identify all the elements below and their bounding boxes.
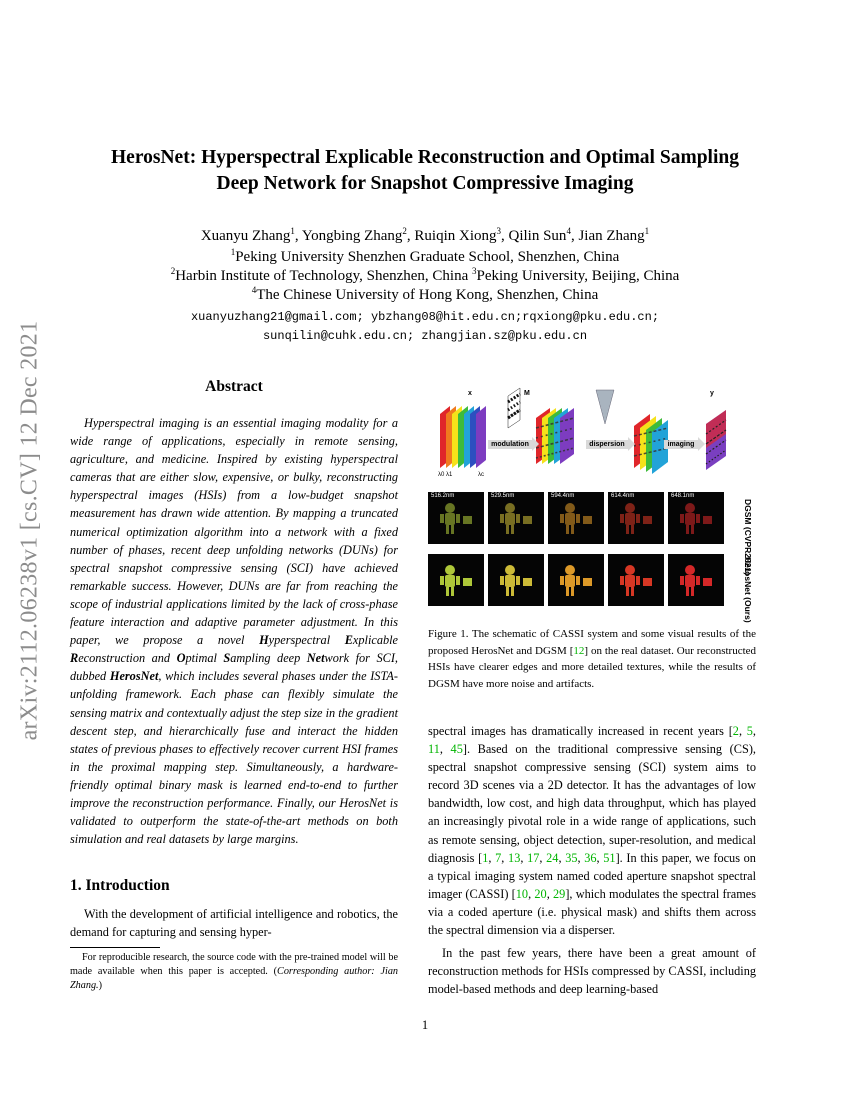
reconstruction-image	[428, 554, 484, 606]
reconstruction-image	[428, 492, 484, 544]
author-name: Xuanyu Zhang	[200, 228, 291, 244]
herosnet-result-panel	[608, 554, 664, 606]
paragraph-past-years: In the past few years, there have been a great amount of reconstruction methods for HSIs compressed by CASSI, including model-based methods and deep learning-based	[428, 946, 756, 997]
author-name: Jian Zhang	[578, 228, 645, 244]
herosnet-result-panel	[548, 554, 604, 606]
citation-link[interactable]: 7	[495, 850, 502, 865]
citation-link[interactable]: 45	[450, 742, 463, 757]
affiliation-2: $^2$Harbin Institute of Technology, Shenzhen, China $^3$Peking University, Beijing, China	[170, 266, 680, 284]
reconstruction-image	[668, 492, 724, 544]
reconstruction-image	[548, 492, 604, 544]
reconstruction-image	[548, 554, 604, 606]
reconstruction-image	[608, 492, 664, 544]
reconstruction-image	[668, 554, 724, 606]
citation-link[interactable]: 11	[428, 742, 440, 757]
modulated-cube	[536, 408, 574, 464]
wavelength-label: 648.1nm	[671, 493, 695, 499]
herosnet-result-panel	[428, 554, 484, 606]
cassi-schematic	[428, 384, 758, 484]
imaging-arrow: imaging	[664, 440, 698, 449]
emails-line-2: sunqilin@cuhk.edu.cn; zhangjian.sz@pku.edu.cn	[262, 329, 588, 343]
reconstruction-image	[488, 554, 544, 606]
label-lambda: λ0 λ1	[438, 472, 453, 478]
dispersion-arrow: dispersion	[586, 440, 628, 449]
citation-link[interactable]: 29	[553, 886, 566, 901]
page-number: 1	[421, 1018, 429, 1032]
footnote-rule	[70, 947, 160, 948]
citation-link[interactable]: 24	[546, 850, 559, 865]
author-list: Xuanyu Zhang$^1$, Yongbing Zhang$^2$, Ruiqin Xiong$^3$, Qilin Sun$^4$, Jian Zhang$^1$	[200, 226, 650, 244]
dgsm-result-panel	[608, 492, 664, 544]
dgsm-result-panel	[668, 492, 724, 544]
intro-heading: 1. Introduction	[70, 877, 170, 894]
herosnet-name: HerosNet	[109, 669, 159, 684]
row-label-herosnet: HerosNet (Ours)	[743, 557, 753, 623]
herosnet-result-panel	[488, 554, 544, 606]
paper-title	[60, 145, 790, 197]
dgsm-result-panel	[428, 492, 484, 544]
measurement-y	[706, 410, 726, 470]
figure-caption: Figure 1. The schematic of CASSI system and some visual results of the proposed HerosNet and DGSM [12] on the real dataset. Our reconstructed HSIs have clearer edges and more detailed textures, while the results of DGSM have more noise and artifacts.	[428, 628, 757, 690]
wavelength-label: 594.4nm	[551, 493, 575, 499]
affiliation-3: $^4$The Chinese University of Hong Kong, Shenzhen, China	[251, 285, 599, 303]
author-name: Ruiqin Xiong	[414, 228, 497, 244]
emails-line-1: xuanyuzhang21@gmail.com; ybzhang08@hit.edu.cn;rqxiong@pku.edu.cn;	[190, 310, 660, 324]
citation-link[interactable]: 10	[515, 886, 529, 901]
abstract-heading: Abstract	[205, 378, 263, 395]
dgsm-result-panel	[488, 492, 544, 544]
citation-link[interactable]: 20	[534, 886, 547, 901]
wavelength-label: 614.4nm	[611, 493, 635, 499]
citation-link[interactable]: 5	[746, 724, 753, 738]
citation-link[interactable]: 17	[527, 850, 540, 865]
author-name: Qilin Sun	[508, 228, 567, 244]
reconstruction-image	[488, 492, 544, 544]
affil-mark: 1	[290, 226, 295, 236]
paragraph-spectral-images: spectral images has dramatically increased in recent years [2, 5, 11, 45]. Based on the traditional compressive sensing (CS), spectral snapshot compressive sensing (SCI) system aims to record 3D scenes via a 2D detector. It has the advantages of low bandwidth, low cost, and high data throughput, which has played an increasingly pivotal role in a wide range of applications, such as remote sensing, object detection, super-resolution, and medical diagnosis [1, 7, 13, 17, 24, 35, 36, 51]. In this paper, we focus on a typical imaging system named coded aperture snapshot spectral imager (CASSI) [10, 20, 29], which modulates the spectral frames via a coded aperture (i.e. physical mask) and shifts them across the spectral dimension via a disperser.	[428, 724, 756, 938]
citation-link[interactable]: 13	[508, 850, 521, 865]
coded-mask	[508, 388, 520, 428]
figure-1	[428, 384, 758, 623]
citation-link[interactable]: 51	[603, 850, 616, 865]
reconstruction-image	[608, 554, 664, 606]
title-line-2: Deep Network for Snapshot Compressive Imaging	[216, 173, 634, 194]
hsi-cube-x	[440, 406, 486, 468]
affil-mark: 3	[496, 226, 501, 236]
label-y: y	[710, 390, 714, 397]
herosnet-result-panel	[668, 554, 724, 606]
arxiv-stamp: arXiv:2112.06238v1 [cs.CV] 12 Dec 2021	[16, 320, 43, 740]
citation-link[interactable]: 35	[565, 850, 578, 865]
citation-link[interactable]: 12	[573, 644, 585, 657]
citation-link[interactable]: 2	[732, 724, 739, 738]
row-label-dgsm: DGSM (CVPR2021)	[743, 499, 753, 576]
label-x: x	[468, 390, 472, 397]
label-lambda-c: λc	[478, 472, 484, 478]
title-line-1: HerosNet: Hyperspectral Explicable Reconstruction and Optimal Sampling	[111, 147, 739, 168]
label-m: M	[524, 390, 530, 397]
affil-mark: 4	[566, 226, 571, 236]
citation-link[interactable]: 36	[584, 850, 597, 865]
citation-link[interactable]: 1	[482, 850, 489, 865]
dispersed-cube	[634, 414, 668, 474]
abstract-body: Hyperspectral imaging is an essential imaging modality for a wide range of applications, especially in remote sensing, agriculture, and medicine. Inspired by existing hyperspectral cameras that are either slow, expensive, or bulky, reconstructing hyperspectral images (HSIs) from a low-budget snapshot measurement has drawn wide attention. By mapping a truncated numerical optimization algorithm into a network with a fixed number of phases, recent deep unfolding networks (DUNs) for spectral snapshot compressive sensing (SCI) have achieved remarkable success. However, DUNs are far from reaching the scope of industrial applications limited by the lack of cross-phase feature interaction and adaptive parameter adjustment. In this paper, we propose a novel Hyperspectral Explicable Reconstruction and Optimal Sampling deep Network for SCI, dubbed HerosNet, which includes several phases under the ISTA-unfolding framework. Each phase can flexibly simulate the sensing matrix and contextually adjust the step size in the gradient descent step, and hierarchically fuse and interact the hidden states of previous phases to effectively recover current HSI frames in the proximal mapping step. Simultaneously, a hardware-friendly optimal binary mask is learned end-to-end to further improve the reconstruction performance. Finally, our HerosNet is validated to outperform the state-of-the-art methods on both simulation and real datasets by large margins.	[70, 416, 398, 847]
wavelength-label: 529.5nm	[491, 493, 515, 499]
author-name: Yongbing Zhang	[301, 228, 403, 244]
disperser-prism	[596, 390, 614, 424]
affiliation-1: $^1$Peking University Shenzhen Graduate School, Shenzhen, China	[230, 247, 620, 265]
affil-mark: 2	[402, 226, 407, 236]
dgsm-result-panel	[548, 492, 604, 544]
affil-mark: 1	[644, 226, 650, 236]
footnote: For reproducible research, the source code with the pre-trained model will be made available when this paper is accepted. (Corresponding author: Jian Zhang.)	[70, 952, 399, 991]
wavelength-label: 516.2nm	[431, 493, 455, 499]
intro-paragraph: With the development of artificial intelligence and robotics, the demand for capturing and sensing hyper-	[70, 907, 398, 940]
modulation-arrow: modulation	[488, 440, 532, 449]
right-column-body	[428, 722, 756, 1003]
